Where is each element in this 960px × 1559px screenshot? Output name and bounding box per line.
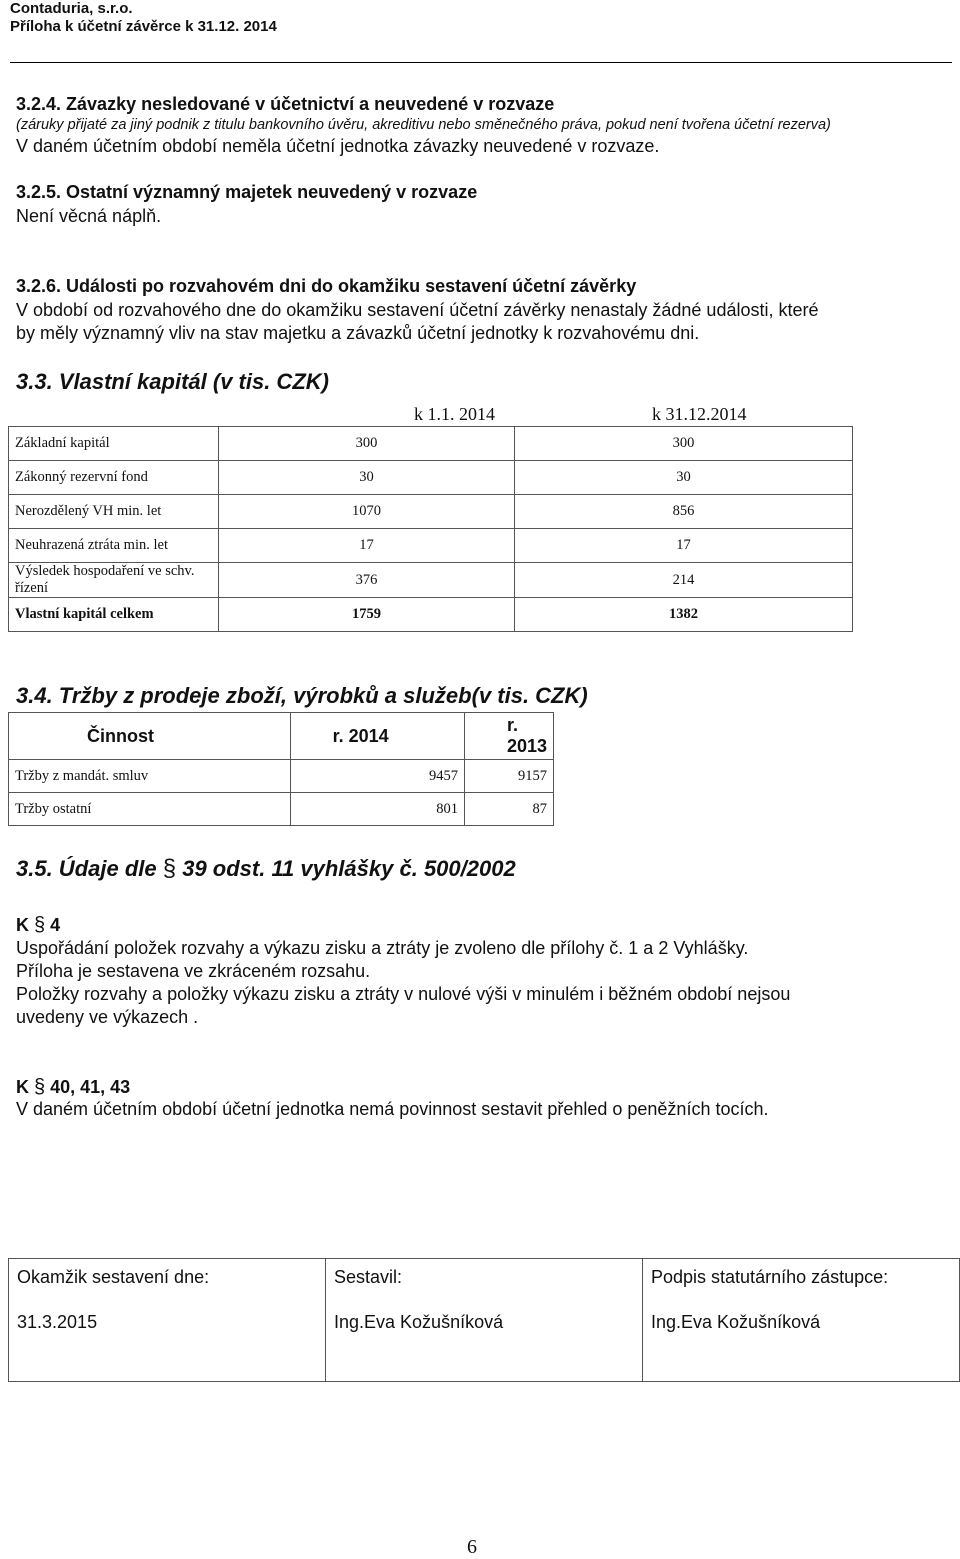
value-start: 17: [219, 529, 515, 563]
row-label: Výsledek hospodaření ve schv. řízení: [9, 563, 219, 598]
row-label: Zákonný rezervní fond: [9, 461, 219, 495]
value-end: 17: [515, 529, 853, 563]
revenue-table: [8, 712, 554, 826]
value-2013: 9157: [464, 760, 553, 793]
table-row: [9, 461, 853, 495]
k4-line2: Příloha je sestavena ve zkráceném rozsahu.: [16, 961, 371, 981]
table-row: [9, 793, 554, 826]
row-label: Tržby z mandát. smluv: [9, 760, 291, 793]
header-rule: [10, 62, 952, 63]
k-letter: K: [16, 915, 34, 935]
title-part-b: 39 odst. 11 vyhlášky č. 500/2002: [176, 856, 516, 881]
k4-line1: Uspořádání položek rozvahy a výkazu zisku a ztráty je zvoleno dle přílohy č. 1 a 2 Vyhlášky.: [16, 938, 749, 958]
section-sign-icon: §: [34, 914, 46, 936]
row-label: Tržby ostatní: [9, 793, 291, 826]
section-3-5-title: [16, 855, 516, 883]
section-3-2-4-text: V daném účetním období neměla účetní jednotka závazky neuvedené v rozvaze.: [16, 136, 660, 156]
statutory-value: Ing.Eva Kožušníková: [651, 1312, 821, 1332]
equity-col1-header: k 1.1. 2014: [414, 404, 495, 424]
table-header-row: [9, 713, 554, 760]
section-3-4-title: 3.4. Tržby z prodeje zboží, výrobků a služeb(v tis. CZK): [16, 683, 588, 708]
row-label: Vlastní kapitál celkem: [9, 598, 219, 632]
company-name: Contaduria, s.r.o.: [10, 0, 133, 17]
value-2014: 801: [290, 793, 464, 826]
k-number: 40, 41, 43: [45, 1077, 131, 1097]
value-end: 856: [515, 495, 853, 529]
table-row: [9, 427, 853, 461]
page-number: 6: [467, 1536, 477, 1558]
section-3-3-title: 3.3. Vlastní kapitál (v tis. CZK): [16, 369, 329, 394]
table-row: [9, 1259, 960, 1382]
section-3-2-6-line2: by měly významný vliv na stav majetku a závazků účetní jednotky k rozvahovému dni.: [16, 323, 700, 343]
row-label: Nerozdělený VH min. let: [9, 495, 219, 529]
value-end: 30: [515, 461, 853, 495]
section-sign-icon: §: [34, 1076, 46, 1098]
k4-line4: uvedeny ve výkazech .: [16, 1007, 199, 1027]
row-label: Základní kapitál: [9, 427, 219, 461]
section-3-2-6-title: 3.2.6. Události po rozvahovém dni do okamžiku sestavení účetní závěrky: [16, 276, 637, 296]
value-start: 30: [219, 461, 515, 495]
section-3-2-4-title: 3.2.4. Závazky nesledované v účetnictví a neuvedené v rozvaze: [16, 94, 555, 114]
header-activity: Činnost: [9, 713, 291, 760]
row-label: Neuhrazená ztráta min. let: [9, 529, 219, 563]
equity-col2-header: k 31.12.2014: [652, 404, 747, 424]
value-2013: 87: [464, 793, 553, 826]
value-start: 1070: [219, 495, 515, 529]
k-number: 4: [45, 915, 61, 935]
signature-cell-statutory: [643, 1259, 960, 1382]
statutory-label: Podpis statutárního zástupce:: [651, 1267, 889, 1287]
header-year-2013: r. 2013: [464, 713, 553, 760]
date-value: 31.3.2015: [17, 1312, 98, 1332]
k40-heading: [16, 1076, 130, 1099]
value-end: 300: [515, 427, 853, 461]
table-row: [9, 495, 853, 529]
value-end: 1382: [515, 598, 853, 632]
k40-text: V daném účetním období účetní jednotka nemá povinnost sestavit přehled o peněžních tocích.: [16, 1099, 769, 1119]
k4-line3: Položky rozvahy a položky výkazu zisku a ztráty v nulové výši v minulém i běžném období nejsou: [16, 984, 791, 1004]
section-3-2-6-line1: V období od rozvahového dne do okamžiku sestavení účetní závěrky nenastaly žádné události, které: [16, 300, 819, 320]
table-row: [9, 760, 554, 793]
value-start: 376: [219, 563, 515, 598]
k4-heading: [16, 914, 60, 937]
author-label: Sestavil:: [334, 1267, 403, 1287]
signature-table: [8, 1258, 960, 1382]
date-label: Okamžik sestavení dne:: [17, 1267, 210, 1287]
header-year-2014: r. 2014: [290, 713, 464, 760]
k-letter: K: [16, 1077, 34, 1097]
signature-cell-date: [9, 1259, 326, 1382]
value-start: 300: [219, 427, 515, 461]
value-2014: 9457: [290, 760, 464, 793]
title-part-a: 3.5. Údaje dle: [16, 856, 163, 881]
section-3-2-5-text: Není věcná náplň.: [16, 206, 162, 226]
author-value: Ing.Eva Kožušníková: [334, 1312, 504, 1332]
section-3-2-4-note: (záruky přijaté za jiný podnik z titulu bankovního úvěru, akreditivu nebo směnečného práva, pokud není tvořena účetní rezerva): [16, 117, 831, 133]
value-end: 214: [515, 563, 853, 598]
section-3-2-5-title: 3.2.5. Ostatní významný majetek neuvedený v rozvaze: [16, 182, 478, 202]
equity-table: [8, 426, 853, 632]
section-sign-icon: §: [162, 855, 177, 882]
signature-cell-author: [326, 1259, 643, 1382]
table-row-total: [9, 598, 853, 632]
value-start: 1759: [219, 598, 515, 632]
table-row: [9, 563, 853, 598]
table-row: [9, 529, 853, 563]
document-subtitle: Příloha k účetní závěrce k 31.12. 2014: [10, 18, 277, 35]
